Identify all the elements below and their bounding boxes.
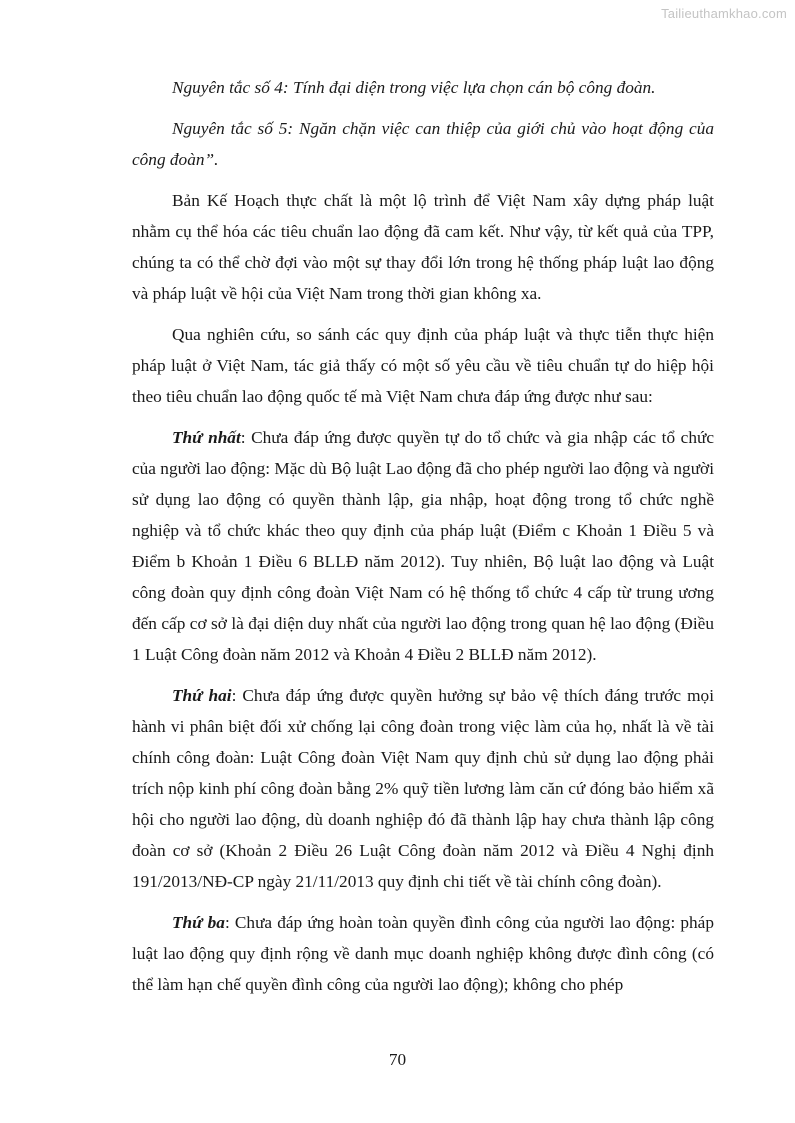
paragraph-principle-4	[132, 72, 714, 103]
paragraph-lead: Thứ hai	[172, 686, 232, 705]
paragraph-text: : Chưa đáp ứng được quyền hưởng sự bảo vệ thích đáng trước mọi hành vi phân biệt đối xử chống lại công đoàn trong việc làm của họ, nhất là về tài chính công đoàn: Luật Công đoàn Việt Nam quy định chủ sử dụng lao động phải trích nộp kinh phí công đoàn bằng 2% quỹ tiền lương làm căn cứ đóng bảo hiểm xã hội cho người lao động, dù doanh nghiệp đó đã thành lập hay chưa thành lập công đoàn cơ sở (Khoản 2 Điều 26 Luật Công đoàn năm 2012 và Điều 4 Nghị định 191/2013/NĐ-CP ngày 21/11/2013 quy định chi tiết về tài chính công đoàn).	[132, 686, 714, 891]
paragraph-first	[132, 422, 714, 670]
watermark: Tailieuthamkhao.com	[661, 6, 787, 21]
paragraph-text: Nguyên tắc số 4: Tính đại diện trong việc lựa chọn cán bộ công đoàn.	[172, 78, 656, 97]
paragraph-text: : Chưa đáp ứng hoàn toàn quyền đình công của người lao động: pháp luật lao động quy định rộng về danh mục doanh nghiệp không được đình công (có thể làm hạn chế quyền đình công của người lao động); không cho phép	[132, 913, 714, 994]
paragraph-second	[132, 680, 714, 897]
page-number: 70	[388, 1050, 407, 1069]
paragraph-text: : Chưa đáp ứng được quyền tự do tổ chức và gia nhập các tổ chức của người lao động: Mặc dù Bộ luật Lao động đã cho phép người lao động và người sử dụng lao động có quyền thành lập, gia nhập, hoạt động trong tổ chức nghề nghiệp và tổ chức khác theo quy định của pháp luật (Điểm c Khoản 1 Điều 5 và Điểm b Khoản 1 Điều 6 BLLĐ năm 2012). Tuy nhiên, Bộ luật lao động và Luật công đoàn quy định công đoàn Việt Nam có hệ thống tổ chức 4 cấp từ trung ương đến cấp cơ sở là đại diện duy nhất của người lao động trong quan hệ lao động (Điều 1 Luật Công đoàn năm 2012 và Khoản 4 Điều 2 BLLĐ năm 2012).	[132, 428, 715, 664]
document-body	[132, 72, 714, 1010]
paragraph-lead: Thứ nhất	[172, 428, 241, 447]
paragraph-text: Nguyên tắc số 5: Ngăn chặn việc can thiệp của giới chủ vào hoạt động của công đoàn”.	[132, 119, 714, 169]
paragraph-research	[132, 319, 714, 412]
paragraph-lead: Thứ ba	[172, 913, 225, 932]
paragraph-text: Bản Kế Hoạch thực chất là một lộ trình để Việt Nam xây dựng pháp luật nhằm cụ thể hóa các tiêu chuẩn lao động đã cam kết. Như vậy, từ kết quả của TPP, chúng ta có thể chờ đợi vào một sự thay đổi lớn trong hệ thống pháp luật lao động và pháp luật về hội của Việt Nam trong thời gian không xa.	[132, 191, 714, 303]
paragraph-text: Qua nghiên cứu, so sánh các quy định của pháp luật và thực tiễn thực hiện pháp luật ở Việt Nam, tác giả thấy có một số yêu cầu về tiêu chuẩn tự do hiệp hội theo tiêu chuẩn lao động quốc tế mà Việt Nam chưa đáp ứng được như sau:	[132, 325, 714, 406]
paragraph-third	[132, 907, 714, 1000]
paragraph-plan	[132, 185, 714, 309]
paragraph-principle-5	[132, 113, 714, 175]
